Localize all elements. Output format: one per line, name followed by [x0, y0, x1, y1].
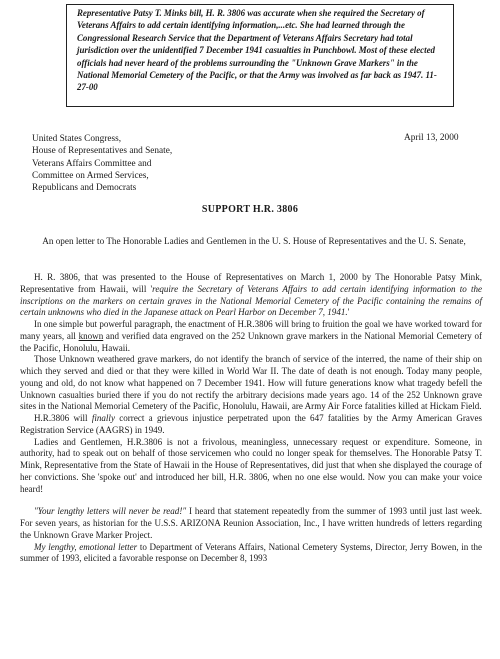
note-text: Representative Patsy T. Minks bill, H. R. 3806 was accurate when she required the Secretary of Veterans Affairs to add certain identifying information,...etc. She had learned through the Congressional Research Service that the Department of Veterans Affairs Secretary had total jurisdiction over the unidentified 7 December 1941 casualties in Punchbowl. Most of these elected officials had never heard of the problems surrounding the "Unknown Grave Markers" in the National Memorial Cemetery of the Pacific, or that the Army was involved as far back as 1947. 11-27-00 [77, 8, 437, 93]
recipient-line: United States Congress, [32, 134, 122, 144]
letter-salutation: An open letter to The Honorable Ladies and Gentlemen in the U. S. House of Representatives and the U. S. Senate, [42, 236, 466, 246]
underlined-word: known [78, 330, 104, 341]
recipient-line: Veterans Affairs Committee and [32, 158, 152, 169]
recipient-address [32, 133, 172, 194]
paragraph [20, 319, 482, 354]
emphasized-word: finally [91, 413, 115, 423]
paragraph: Those Unknown weathered grave markers, do not identify the branch of service of the interred, the name of their ship on which they served and died or that they were killed in World War II. The date of death is not enough. Today many people, young and old, do not know what happened on 7 December 1941. How will future generations know what tragedy befell the Unknown casualties buried there if you do not rectify the arbitrary decisions made years ago. 14 of the 252 Unknown grave sites in the National Memorial Cemetery of the Pacific, Honolulu, Hawaii, are Army Air Force fatalities killed at Hickam Field. [20, 354, 482, 412]
paragraph [20, 272, 482, 319]
paragraph-text: ' [347, 307, 350, 318]
paragraph-text: H. R. 3806, that was presented to the House of Representatives on March 1, 2000 by The Honorable Patsy Mink, Representative from Hawaii, will ' [20, 272, 482, 294]
paragraph-text: H.R.3806 will [34, 413, 92, 423]
bill-quote: require the Secretary of Veterans Affairs to add certain identifying information to the inscriptions on the markers on certain graves in the National Memorial Cemetery of the Pacific containing the remains of certain unknowns who died in the Japanese attack on Pearl Harbor on December 7, 1941. [20, 283, 482, 318]
recipient-line: Committee on Armed Services, [32, 170, 149, 181]
paragraph-text: to Department of Veterans Affairs, National Cemetery Systems, Director, Jerry Bowen, in the summer of 1993, elicited a favorable response on December 8, 1993 [20, 541, 482, 564]
letter-title: SUPPORT H.R. 3806 [201, 204, 299, 215]
handwritten-note-box [66, 4, 454, 107]
paragraph [20, 506, 482, 541]
paragraph-text: I heard that statement repeatedly from the summer of 1993 until just last week. For seven years, as historian for the U.S.S. ARIZONA Reunion Association, Inc., I have written hundreds of letters regarding the Unknown Grave Marker Project. [20, 506, 482, 540]
paragraph-text: In one simple but powerful paragraph, the enactment of H.R.3806 will bring to fruition the goal we have worked toward for many years, all [20, 319, 482, 341]
quoted-statement: "Your lengthy letters will never be read!" [34, 506, 187, 517]
recipient-line: House of Representatives and Senate, [32, 146, 173, 157]
letter-body [20, 272, 482, 565]
paragraph-text: correct a grievous injustice perpetrated upon the 647 fatalities by the Army American Graves Registration Service (AAGRS) in 1949. [20, 413, 482, 435]
recipient-line: Republicans and Democrats [32, 183, 137, 194]
paragraph: Ladies and Gentlemen, H.R.3806 is not a frivolous, meaningless, unnecessary request or expenditure. Someone, in authority, had to speak out on behalf of those servicemen who could no longer speak for themselves. The Honorable Patsy T. Mink, Representative from the State of Hawaii in the House of Representatives, did just that when she displayed the courage of her convictions. She 'spoke out' and introduced her bill, H.R. 3806, when no one else would. Now you can make your voice heard! [20, 436, 482, 494]
paragraph [20, 542, 482, 566]
paragraph-text: and verified data engraved on the 252 Unknown grave markers in the National Memorial Cemetery of the Pacific, Honolulu, Hawaii. [20, 330, 482, 353]
paragraph [20, 413, 482, 437]
emphasized-phrase: My lengthy, emotional letter [34, 541, 138, 552]
letter-date: April 13, 2000 [404, 133, 459, 143]
